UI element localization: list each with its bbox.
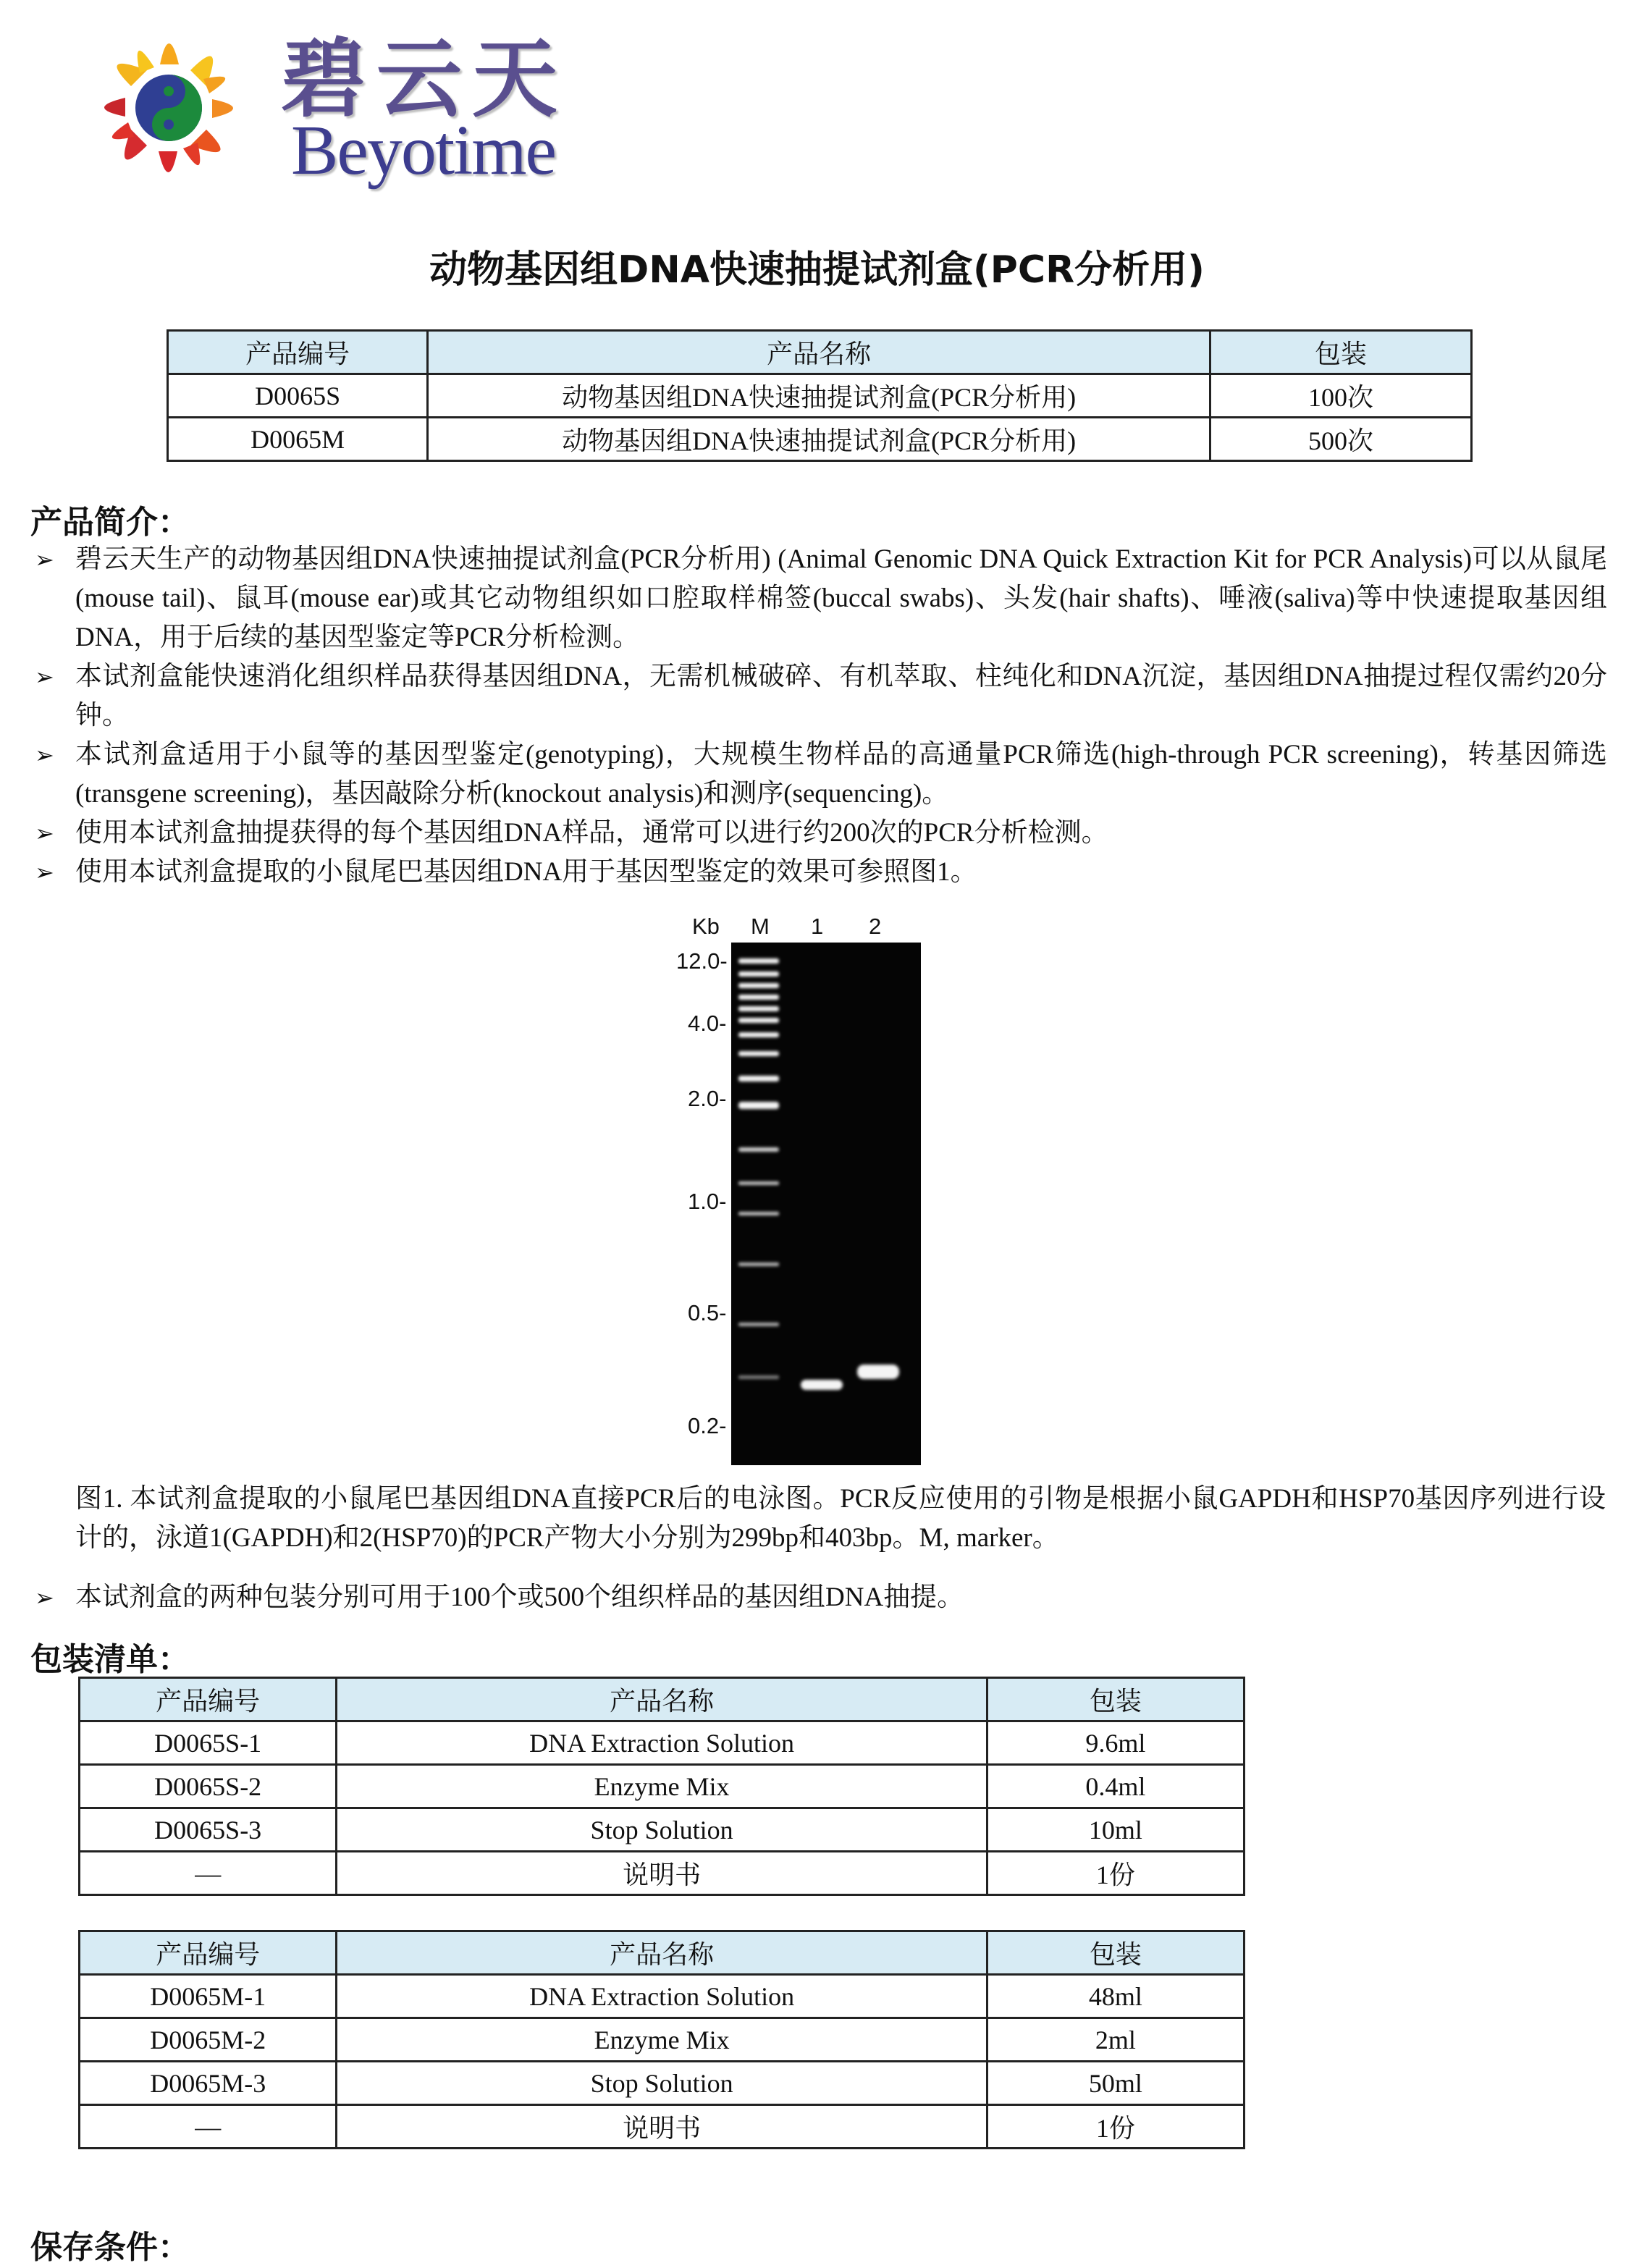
header-cell: 包装 (1210, 331, 1471, 374)
table-header-row (80, 1931, 1245, 1975)
component-code-cell: D0065M-2 (80, 2018, 337, 2062)
package-cell: 500次 (1210, 418, 1471, 461)
header-cell: 产品编号 (80, 1678, 337, 1721)
header-cell: 产品编号 (80, 1931, 337, 1975)
size-label: 1.0- (688, 1189, 727, 1214)
volume-cell: 1份 (987, 1852, 1244, 1895)
component-code-cell: — (80, 2105, 337, 2149)
component-name-cell: 说明书 (337, 1852, 987, 1895)
product-code-cell: D0065M (168, 418, 428, 461)
size-label: 12.0- (676, 948, 728, 974)
brand-name-english: Beyotime (291, 111, 556, 190)
component-name-cell: Stop Solution (337, 2062, 987, 2105)
volume-cell: 48ml (987, 1975, 1244, 2018)
lane-label-2: 2 (869, 914, 882, 939)
marker-band (738, 1147, 779, 1152)
intro-bullet (35, 814, 1607, 853)
marker-band (738, 1212, 779, 1215)
sun-logo-icon (71, 17, 266, 198)
table-row (80, 1721, 1245, 1765)
marker-band (738, 1032, 779, 1037)
size-label: 4.0- (688, 1011, 727, 1036)
header-cell: 产品名称 (337, 1678, 987, 1721)
marker-band (738, 1323, 779, 1326)
brand-logo (71, 10, 568, 198)
component-code-cell: D0065M-1 (80, 1975, 337, 2018)
table-row (80, 2018, 1245, 2062)
size-label: 0.5- (688, 1300, 727, 1325)
component-name-cell: Enzyme Mix (337, 1765, 987, 1808)
section-heading-intro: 产品简介： (30, 504, 190, 541)
table-row (80, 1808, 1245, 1852)
product-table (167, 329, 1473, 462)
marker-band (738, 1375, 779, 1379)
bullet-text: 本试剂盒的两种包装分别可用于100个或500个组织样品的基因组DNA抽提。 (75, 1582, 964, 1612)
lane-label-marker: M (751, 914, 770, 939)
figure-caption: 图1. 本试剂盒提取的小鼠尾巴基因组DNA直接PCR后的电泳图。PCR反应使用的引物是根据小鼠GAPDH和HSP70基因序列进行设计的，泳道1(GAPDH)和2(HSP70)的PCR产物大小分别为299bp和403bp。M, marker。 (75, 1484, 1606, 1553)
volume-cell: 9.6ml (987, 1721, 1244, 1765)
packing-table-medium (78, 1930, 1245, 2149)
gel-electrophoresis-figure (666, 914, 927, 1471)
component-code-cell: — (80, 1852, 337, 1895)
component-name-cell: DNA Extraction Solution (337, 1975, 987, 2018)
brand-name-chinese: 碧云天 (281, 28, 568, 129)
kb-unit-label: Kb (692, 914, 720, 939)
component-name-cell: DNA Extraction Solution (337, 1721, 987, 1765)
table-header-row (80, 1678, 1245, 1721)
marker-band (738, 1006, 779, 1011)
marker-band (738, 971, 779, 977)
table-row (80, 2062, 1245, 2105)
component-name-cell: 说明书 (337, 2105, 987, 2149)
component-name-cell: Stop Solution (337, 1808, 987, 1852)
table-row (80, 1852, 1245, 1895)
table-row (80, 1765, 1245, 1808)
gel-image (731, 943, 921, 1465)
size-label: 2.0- (688, 1086, 727, 1111)
volume-cell: 10ml (987, 1808, 1244, 1852)
product-code-cell: D0065S (168, 374, 428, 418)
volume-cell: 0.4ml (987, 1765, 1244, 1808)
product-name-cell: 动物基因组DNA快速抽提试剂盒(PCR分析用) (428, 374, 1210, 418)
arrow-bullet-icon: ➢ (35, 663, 54, 691)
document-title: 动物基因组DNA快速抽提试剂盒(PCR分析用) (429, 248, 1205, 292)
header-cell: 产品名称 (428, 331, 1210, 374)
size-label: 0.2- (688, 1413, 727, 1438)
marker-band (738, 958, 779, 964)
intro-bullet (35, 540, 1607, 657)
marker-band (738, 1018, 779, 1023)
arrow-bullet-icon: ➢ (35, 859, 54, 886)
package-cell: 100次 (1210, 374, 1471, 418)
bullet-text: 本试剂盒能快速消化组织样品获得基因组DNA，无需机械破碎、有机萃取、柱纯化和DNA沉淀，基因组DNA抽提过程仅需约20分钟。 (75, 662, 1607, 730)
intro-bullet (35, 657, 1607, 735)
marker-band (738, 983, 779, 988)
bullet-text: 使用本试剂盒提取的小鼠尾巴基因组DNA用于基因型鉴定的效果可参照图1。 (75, 857, 977, 887)
lane-2-band (857, 1365, 899, 1379)
header-cell: 包装 (987, 1931, 1244, 1975)
intro-bullet (35, 1578, 1607, 1617)
table-row (168, 418, 1472, 461)
component-code-cell: D0065S-2 (80, 1765, 337, 1808)
bullet-text: 本试剂盒适用于小鼠等的基因型鉴定(genotyping)，大规模生物样品的高通量PCR筛选(high-through PCR screening)，转基因筛选(transgene screening)，基因敲除分析(knockout analysis)和测序(sequencing)。 (75, 740, 1607, 809)
lane-label-1: 1 (811, 914, 824, 939)
marker-band (738, 1262, 779, 1266)
volume-cell: 2ml (987, 2018, 1244, 2062)
gel-bands (731, 943, 921, 1465)
marker-band (738, 995, 779, 1000)
bullet-text: 碧云天生产的动物基因组DNA快速抽提试剂盒(PCR分析用) (Animal Genomic DNA Quick Extraction Kit for PCR Analysis)可以从鼠尾(mouse tail)、鼠耳(mouse ear)或其它动物组织如口腔取样棉签(buccal swabs)、头发(hair shafts)、唾液(saliva)等中快速提取基因组DNA，用于后续的基因型鉴定等PCR分析检测。 (75, 544, 1607, 652)
marker-band (738, 1102, 779, 1109)
marker-band (738, 1051, 779, 1056)
lane-1-band (801, 1380, 843, 1390)
section-heading-packing: 包装清单： (30, 1641, 190, 1678)
intro-bullet (35, 853, 1607, 892)
header-cell: 包装 (987, 1678, 1244, 1721)
volume-cell: 50ml (987, 2062, 1244, 2105)
arrow-bullet-icon: ➢ (35, 546, 54, 573)
component-code-cell: D0065S-1 (80, 1721, 337, 1765)
component-code-cell: D0065M-3 (80, 2062, 337, 2105)
marker-band (738, 1076, 779, 1082)
table-row (80, 1975, 1245, 2018)
arrow-bullet-icon: ➢ (35, 819, 54, 847)
arrow-bullet-icon: ➢ (35, 741, 54, 769)
component-name-cell: Enzyme Mix (337, 2018, 987, 2062)
table-row (80, 2105, 1245, 2149)
intro-bullet (35, 735, 1607, 814)
product-name-cell: 动物基因组DNA快速抽提试剂盒(PCR分析用) (428, 418, 1210, 461)
bullet-text: 使用本试剂盒抽提获得的每个基因组DNA样品，通常可以进行约200次的PCR分析检测。 (75, 818, 1108, 848)
component-code-cell: D0065S-3 (80, 1808, 337, 1852)
section-heading-storage: 保存条件： (30, 2229, 190, 2266)
packing-table-small (78, 1677, 1245, 1896)
marker-band (738, 1181, 779, 1185)
table-header-row (168, 331, 1472, 374)
arrow-bullet-icon: ➢ (35, 1584, 54, 1611)
header-cell: 产品编号 (168, 331, 428, 374)
header-cell: 产品名称 (337, 1931, 987, 1975)
table-row (168, 374, 1472, 418)
volume-cell: 1份 (987, 2105, 1244, 2149)
